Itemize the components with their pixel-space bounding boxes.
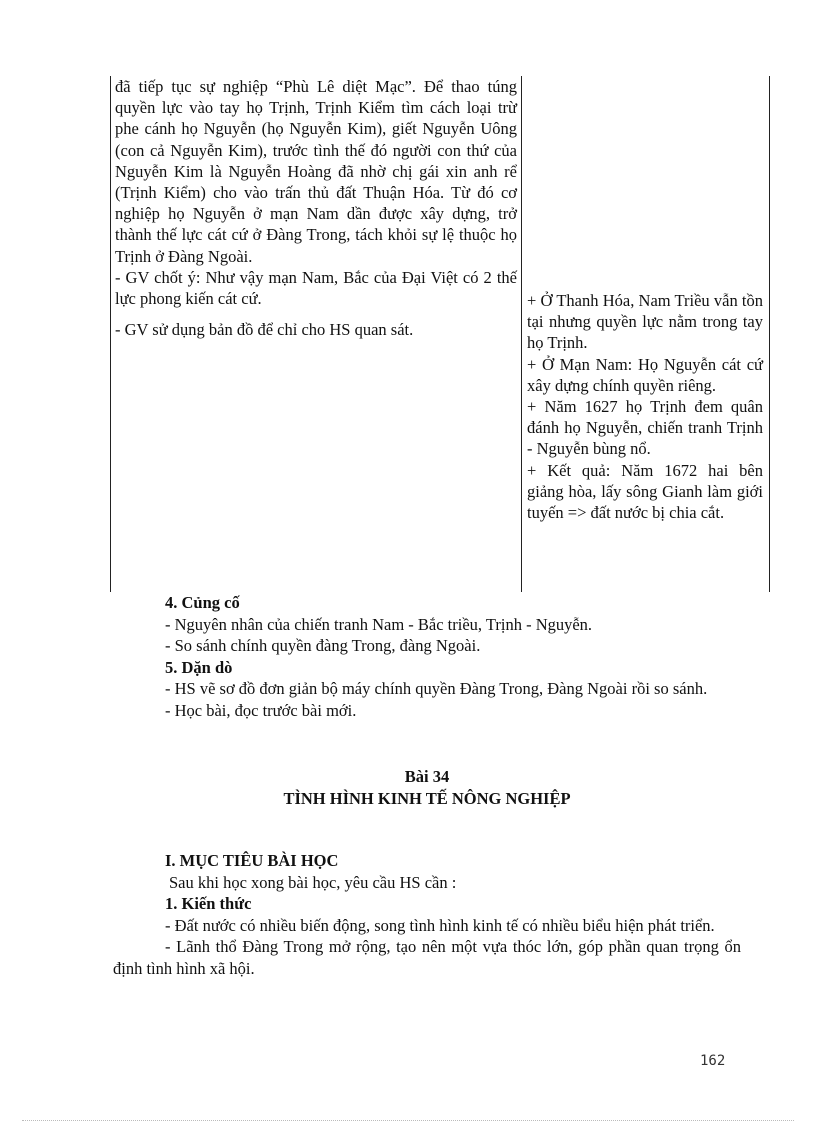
- consolidation-item-2: - So sánh chính quyền đàng Trong, đàng Ngoài.: [165, 636, 481, 655]
- left-paragraph-3: - GV sử dụng bản đồ để chỉ cho HS quan sát.: [115, 320, 414, 340]
- homework-item-1: - HS vẽ sơ đồ đơn giản bộ máy chính quyền Đàng Trong, Đàng Ngoài rồi so sánh.: [165, 679, 708, 698]
- lesson-number: Bài 34: [404, 767, 450, 786]
- page-number: 162: [700, 1053, 726, 1069]
- content-column: [527, 290, 763, 523]
- knowledge-item-2: - Lãnh thổ Đàng Trong mở rộng, tạo nên một vựa thóc lớn, góp phần quan trọng ổn định tình hình xã hội.: [113, 937, 741, 978]
- lesson-title: TÌNH HÌNH KINH TẾ NÔNG NGHIỆP: [283, 788, 571, 808]
- lesson-header: [113, 766, 741, 809]
- consolidation-item-1: - Nguyên nhân của chiến tranh Nam - Bắc triều, Trịnh - Nguyễn.: [165, 614, 593, 634]
- teacher-activity-column: [115, 76, 517, 340]
- table-border-right: [769, 76, 770, 592]
- table-border-middle: [521, 76, 522, 592]
- left-paragraph-1: đã tiếp tục sự nghiệp “Phù Lê diệt Mạc”. Để thao túng quyền lực vào tay họ Trịnh, Trịnh Kiểm tìm cách loại trừ phe cánh họ Nguyễn (họ Nguyễn Kim), giết Nguyễn Uông (con cả Nguyễn Kim), trước tình thế đó người con thứ của Nguyễn Kim là Nguyễn Hoàng đã nhờ chị gái xin anh rể (Trịnh Kiểm) cho vào trấn thủ đất Thuận Hóa. Từ đó cơ nghiệp họ Nguyễn ở mạn Nam dần được xây dựng, trở thành thế lực cát cứ ở Đàng Trong, tách khỏi sự lệ thuộc họ Trịnh ở Đàng Ngoài.: [115, 77, 517, 266]
- consolidation-section: [113, 592, 741, 721]
- right-paragraph-2: + Ở Mạn Nam: Họ Nguyễn cát cứ xây dựng chính quyền riêng.: [527, 354, 763, 395]
- right-paragraph-4: + Kết quả: Năm 1672 hai bên giảng hòa, lấy sông Gianh làm giới tuyến => đất nước bị chia cắt.: [527, 460, 763, 523]
- table-border-left: [110, 76, 111, 592]
- footer-divider: [22, 1120, 794, 1121]
- right-paragraph-3: + Năm 1627 họ Trịnh đem quân đánh họ Nguyễn, chiến tranh Trịnh - Nguyễn bùng nổ.: [527, 397, 763, 459]
- knowledge-heading: 1. Kiến thức: [165, 894, 252, 913]
- left-paragraph-2: - GV chốt ý: Như vậy mạn Nam, Bắc của Đại Việt có 2 thế lực phong kiến cát cứ.: [115, 267, 517, 309]
- consolidation-heading: 4. Củng cố: [165, 593, 240, 612]
- right-paragraph-1: + Ở Thanh Hóa, Nam Triều vẫn tồn tại nhưng quyền lực nằm trong tay họ Trịnh.: [527, 291, 763, 353]
- homework-heading: 5. Dặn dò: [165, 657, 233, 677]
- objectives-intro: Sau khi học xong bài học, yêu cầu HS cần :: [169, 872, 457, 892]
- objectives-section: [113, 850, 741, 979]
- homework-item-2: - Học bài, đọc trước bài mới.: [165, 700, 357, 720]
- objectives-heading: I. MỤC TIÊU BÀI HỌC: [165, 851, 339, 870]
- knowledge-item-1: - Đất nước có nhiều biến động, song tình hình kinh tế có nhiều biểu hiện phát triển.: [165, 915, 715, 935]
- lesson-table: [110, 76, 770, 592]
